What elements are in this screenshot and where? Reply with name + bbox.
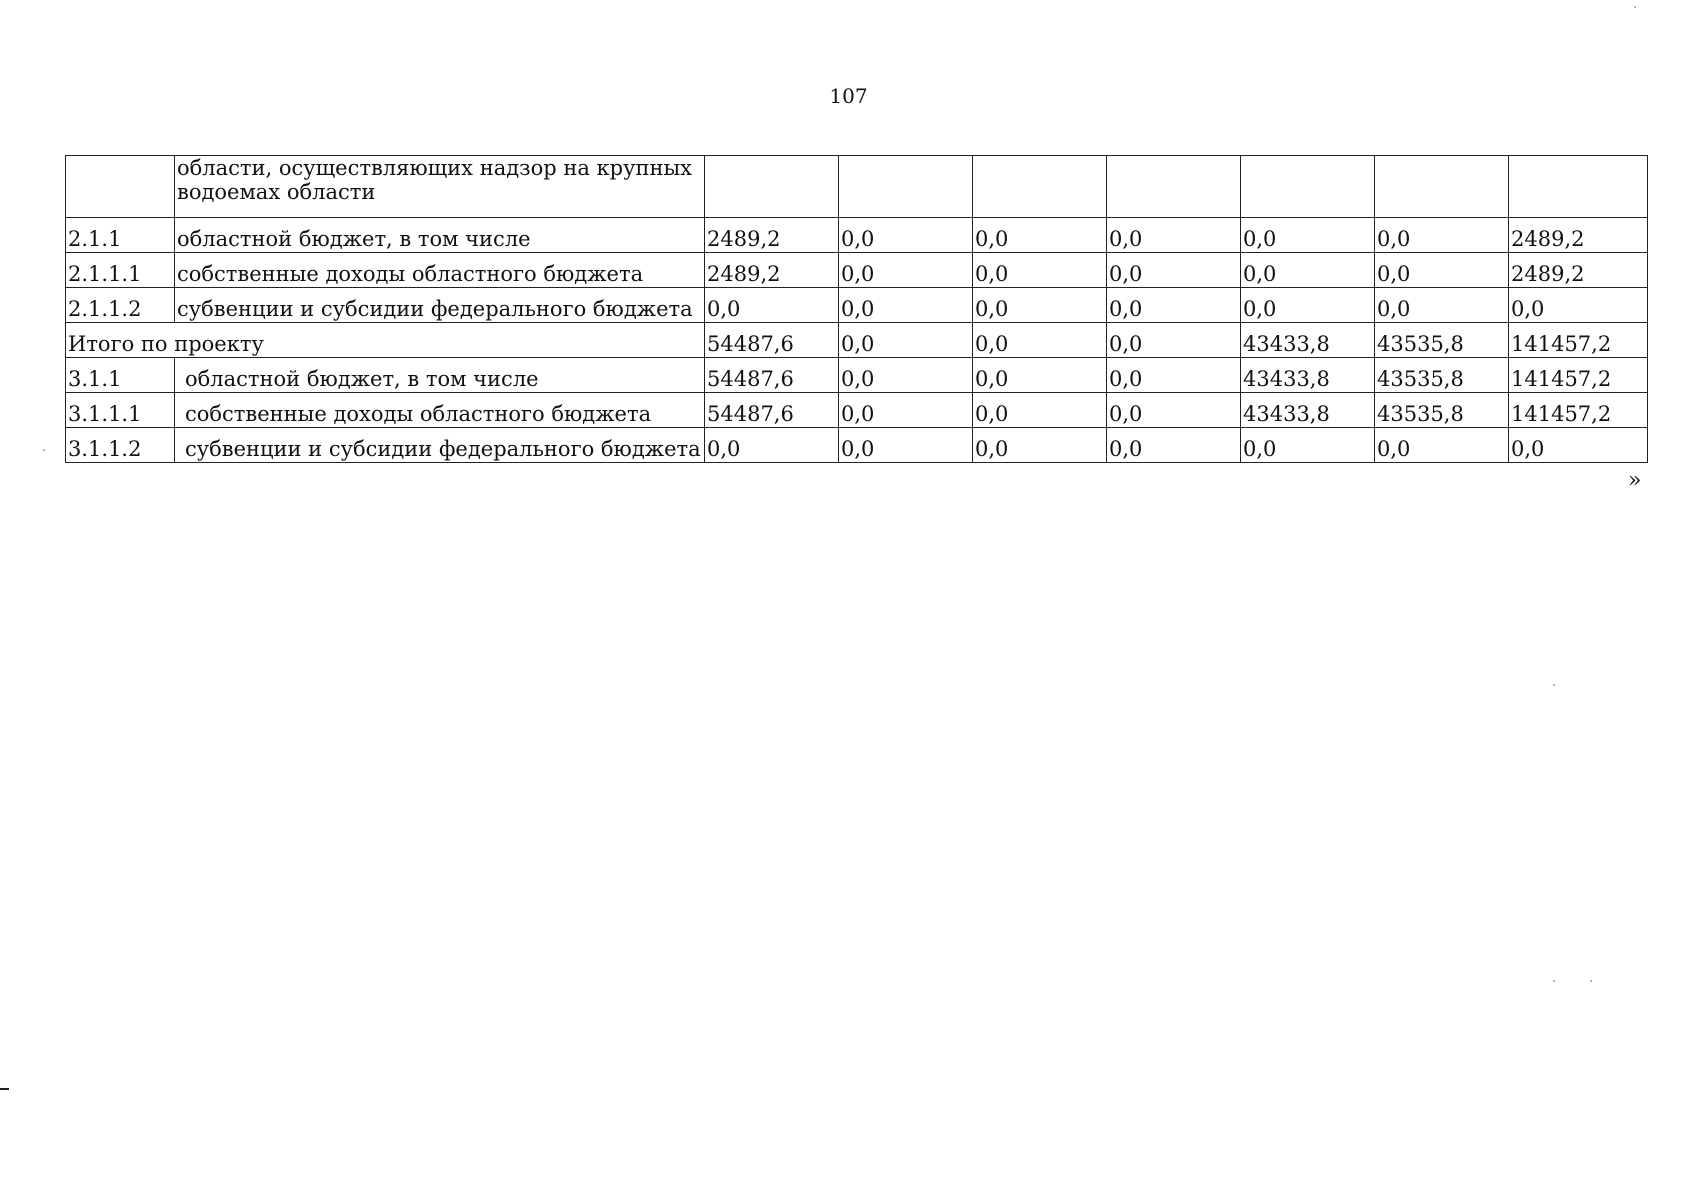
value-cell: 0,0: [973, 358, 1107, 393]
value-cell: 43535,8: [1375, 323, 1509, 358]
closing-quote: »: [1628, 468, 1642, 493]
value-cell: 0,0: [839, 428, 973, 463]
value-cell: [1375, 156, 1509, 218]
value-cell: 0,0: [1241, 218, 1375, 253]
value-cell: 43433,8: [1241, 358, 1375, 393]
row-code: [66, 156, 175, 218]
value-cell: [705, 156, 839, 218]
value-cell: 0,0: [1107, 428, 1241, 463]
value-cell: 0,0: [973, 288, 1107, 323]
value-cell: 54487,6: [705, 393, 839, 428]
value-cell: 141457,2: [1509, 323, 1648, 358]
row-code: 3.1.1: [66, 358, 175, 393]
value-cell: [839, 156, 973, 218]
table-row: [66, 358, 1648, 393]
row-name: собственные доходы областного бюджета: [175, 253, 705, 288]
value-cell: 0,0: [1241, 253, 1375, 288]
row-code: 3.1.1.1: [66, 393, 175, 428]
row-code: 3.1.1.2: [66, 428, 175, 463]
table-row: [66, 218, 1648, 253]
value-cell: 0,0: [1375, 428, 1509, 463]
table-row: [66, 288, 1648, 323]
value-cell: 2489,2: [1509, 253, 1648, 288]
value-cell: 0,0: [1107, 323, 1241, 358]
value-cell: 43535,8: [1375, 358, 1509, 393]
row-name: области, осуществляющих надзор на крупных водоемах области: [175, 156, 705, 218]
row-name: областной бюджет, в том числе: [175, 358, 705, 393]
row-code: 2.1.1.1: [66, 253, 175, 288]
scan-speck: [43, 449, 45, 451]
value-cell: 0,0: [839, 393, 973, 428]
value-cell: 0,0: [1107, 288, 1241, 323]
value-cell: 0,0: [1241, 428, 1375, 463]
scan-speck: [1553, 980, 1555, 982]
table-row-total: [66, 323, 1648, 358]
scan-speck: [1590, 980, 1592, 982]
value-cell: 0,0: [1375, 218, 1509, 253]
value-cell: 0,0: [839, 253, 973, 288]
row-name: субвенции и субсидии федерального бюджета: [175, 288, 705, 323]
row-name: областной бюджет, в том числе: [175, 218, 705, 253]
value-cell: 141457,2: [1509, 393, 1648, 428]
value-cell: 0,0: [1375, 253, 1509, 288]
budget-table: [65, 155, 1648, 463]
value-cell: 0,0: [705, 288, 839, 323]
value-cell: 0,0: [839, 358, 973, 393]
value-cell: [1509, 156, 1648, 218]
total-label: Итого по проекту: [66, 323, 705, 358]
value-cell: 43433,8: [1241, 323, 1375, 358]
value-cell: 0,0: [1107, 253, 1241, 288]
value-cell: 2489,2: [705, 218, 839, 253]
row-name: субвенции и субсидии федерального бюджета: [175, 428, 705, 463]
margin-dash: [0, 1088, 9, 1090]
value-cell: 141457,2: [1509, 358, 1648, 393]
value-cell: 0,0: [839, 288, 973, 323]
table-row: [66, 393, 1648, 428]
value-cell: 0,0: [973, 253, 1107, 288]
row-code: 2.1.1: [66, 218, 175, 253]
value-cell: 0,0: [1107, 393, 1241, 428]
table-row: [66, 428, 1648, 463]
value-cell: 43433,8: [1241, 393, 1375, 428]
value-cell: 0,0: [1375, 288, 1509, 323]
row-code: 2.1.1.2: [66, 288, 175, 323]
value-cell: [1107, 156, 1241, 218]
value-cell: 0,0: [705, 428, 839, 463]
value-cell: 2489,2: [705, 253, 839, 288]
page-number: 107: [829, 84, 868, 108]
value-cell: 0,0: [1509, 288, 1648, 323]
value-cell: 54487,6: [705, 358, 839, 393]
value-cell: 0,0: [1107, 218, 1241, 253]
value-cell: 0,0: [839, 323, 973, 358]
table-row: [66, 253, 1648, 288]
scan-speck: [1553, 684, 1555, 686]
value-cell: 0,0: [973, 218, 1107, 253]
value-cell: 2489,2: [1509, 218, 1648, 253]
value-cell: 43535,8: [1375, 393, 1509, 428]
value-cell: [1241, 156, 1375, 218]
value-cell: 0,0: [973, 393, 1107, 428]
value-cell: 0,0: [973, 323, 1107, 358]
value-cell: 0,0: [1241, 288, 1375, 323]
value-cell: 54487,6: [705, 323, 839, 358]
scan-speck: [1634, 6, 1636, 8]
value-cell: 0,0: [973, 428, 1107, 463]
value-cell: 0,0: [839, 218, 973, 253]
row-name: собственные доходы областного бюджета: [175, 393, 705, 428]
value-cell: 0,0: [1509, 428, 1648, 463]
value-cell: [973, 156, 1107, 218]
table-row: [66, 156, 1648, 218]
value-cell: 0,0: [1107, 358, 1241, 393]
